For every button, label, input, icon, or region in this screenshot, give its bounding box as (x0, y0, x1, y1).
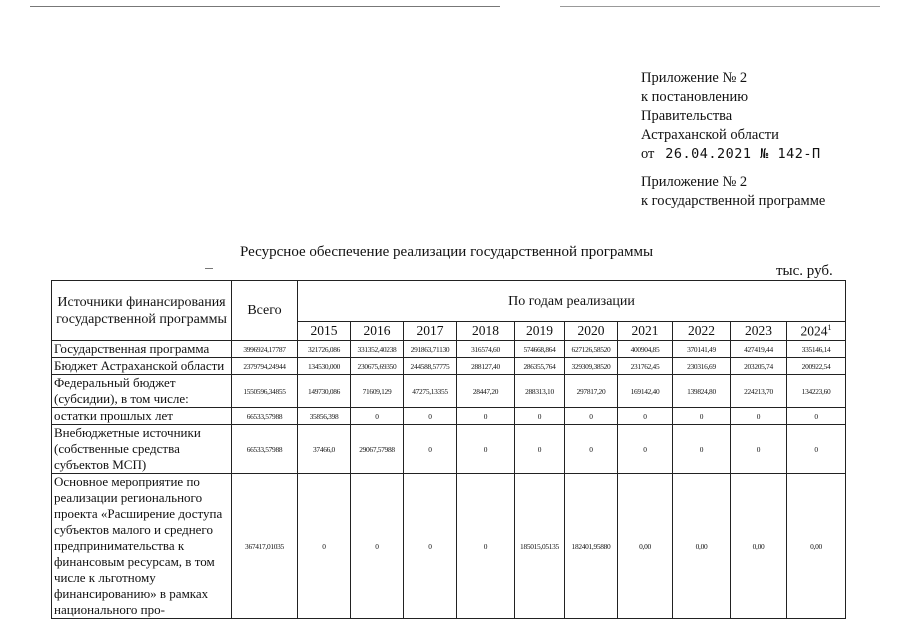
appendix-resolution-block (641, 69, 821, 164)
cell-value-2019: 0 (515, 408, 565, 425)
cell-value-2015: 134530,000 (298, 358, 351, 375)
cell-value-2021: 169142,40 (618, 375, 673, 408)
cell-value-2022: 0 (673, 408, 731, 425)
cell-value-2020: 627126,58520 (565, 341, 618, 358)
resource-table (51, 280, 846, 619)
header-years: По годам реализации (298, 281, 846, 322)
table-row (52, 408, 846, 425)
year-header-2022: 2022 (673, 322, 731, 341)
unit-label: тыс. руб. (776, 263, 833, 279)
cell-value-2022: 0,00 (673, 474, 731, 619)
year-header-2021: 2021 (618, 322, 673, 341)
cell-value-2017: 0 (404, 425, 457, 474)
cell-value-2019: 286355,764 (515, 358, 565, 375)
cell-value-2017: 291863,71130 (404, 341, 457, 358)
cell-value-2024: 200922,54 (787, 358, 846, 375)
year-header-2019: 2019 (515, 322, 565, 341)
cell-value-2015: 321726,086 (298, 341, 351, 358)
table-row (52, 474, 846, 619)
date-number: 26.04.2021 № 142-П (665, 146, 821, 162)
cell-value-2016: 230675,69350 (351, 358, 404, 375)
year-header-2018: 2018 (457, 322, 515, 341)
year-header-2017: 2017 (404, 322, 457, 341)
cell-value-2017: 0 (404, 408, 457, 425)
table-row (52, 375, 846, 408)
cell-value-2016: 0 (351, 474, 404, 619)
row-total: 2379794,24944 (232, 358, 298, 375)
cell-value-2021: 0,00 (618, 474, 673, 619)
cell-value-2016: 29067,57988 (351, 425, 404, 474)
cell-value-2023: 0 (731, 425, 787, 474)
row-total: 66533,57988 (232, 408, 298, 425)
cell-value-2019: 185015,05135 (515, 474, 565, 619)
cell-value-2021: 400904,85 (618, 341, 673, 358)
cell-value-2018: 28447,20 (457, 375, 515, 408)
appendix-line: Приложение № 2 (641, 70, 748, 86)
table-row (52, 341, 846, 358)
cell-value-2020: 0 (565, 425, 618, 474)
footnote-marker: 1 (827, 322, 832, 332)
appendix-line: Приложение № 2 (641, 174, 748, 190)
cell-value-2022: 139824,80 (673, 375, 731, 408)
year-header-2023: 2023 (731, 322, 787, 341)
cell-value-2016: 71609,129 (351, 375, 404, 408)
scan-dash (205, 268, 213, 269)
cell-value-2016: 0 (351, 408, 404, 425)
row-source: Основное мероприятие по реализации регионального проекта «Расширение доступа субъектов малого и среднего предпринимательства к финансовым ресурсам, в том числе к льготному финансированию» в рамках национального про- (52, 474, 232, 619)
top-scan-line (30, 6, 500, 7)
top-scan-line-right (560, 6, 880, 7)
cell-value-2020: 182401,95880 (565, 474, 618, 619)
appendix-program-block (641, 173, 825, 211)
cell-value-2020: 0 (565, 408, 618, 425)
cell-value-2019: 574668,864 (515, 341, 565, 358)
cell-value-2018: 316574,60 (457, 341, 515, 358)
table-row (52, 425, 846, 474)
appendix-line: к государственной программе (641, 193, 826, 209)
cell-value-2024: 134223,60 (787, 375, 846, 408)
cell-value-2023: 0,00 (731, 474, 787, 619)
cell-value-2018: 0 (457, 425, 515, 474)
cell-value-2018: 0 (457, 474, 515, 619)
cell-value-2024: 335146,14 (787, 341, 846, 358)
cell-value-2015: 0 (298, 474, 351, 619)
cell-value-2021: 0 (618, 408, 673, 425)
cell-value-2019: 0 (515, 425, 565, 474)
row-source: остатки прошлых лет (52, 408, 232, 425)
row-total: 66533,57988 (232, 425, 298, 474)
year-header-2015: 2015 (298, 322, 351, 341)
row-source: Бюджет Астраханской области (52, 358, 232, 375)
cell-value-2022: 0 (673, 425, 731, 474)
table-body (52, 341, 846, 619)
cell-value-2022: 370141,49 (673, 341, 731, 358)
cell-value-2021: 231762,45 (618, 358, 673, 375)
cell-value-2015: 37466,0 (298, 425, 351, 474)
header-source: Источники финансирования государственной программы (52, 281, 232, 341)
appendix-date-line (641, 145, 821, 164)
cell-value-2020: 329309,38520 (565, 358, 618, 375)
row-source: Государственная программа (52, 341, 232, 358)
row-total: 367417,01035 (232, 474, 298, 619)
date-prefix: от (641, 146, 655, 162)
cell-value-2021: 0 (618, 425, 673, 474)
row-total: 1550596,34855 (232, 375, 298, 408)
cell-value-2023: 0 (731, 408, 787, 425)
cell-value-2017: 0 (404, 474, 457, 619)
cell-value-2018: 288127,40 (457, 358, 515, 375)
year-header-2016: 2016 (351, 322, 404, 341)
year-header-2020: 2020 (565, 322, 618, 341)
appendix-line: Астраханской области (641, 127, 779, 143)
cell-value-2024: 0 (787, 425, 846, 474)
year-header-2024: 2024$^1$ (787, 322, 846, 341)
cell-value-2024: 0,00 (787, 474, 846, 619)
cell-value-2017: 244588,57775 (404, 358, 457, 375)
cell-value-2019: 288313,10 (515, 375, 565, 408)
header-total: Всего (232, 281, 298, 341)
cell-value-2015: 149730,086 (298, 375, 351, 408)
cell-value-2023: 427419,44 (731, 341, 787, 358)
row-total: 3996924,17787 (232, 341, 298, 358)
cell-value-2020: 297817,20 (565, 375, 618, 408)
cell-value-2015: 35856,398 (298, 408, 351, 425)
cell-value-2022: 230316,69 (673, 358, 731, 375)
cell-value-2017: 47275,13355 (404, 375, 457, 408)
cell-value-2018: 0 (457, 408, 515, 425)
appendix-line: Правительства (641, 108, 733, 124)
cell-value-2023: 224213,70 (731, 375, 787, 408)
document-title: Ресурсное обеспечение реализации государственной программы (240, 244, 654, 260)
appendix-line: к постановлению (641, 89, 749, 105)
cell-value-2016: 331352,40238 (351, 341, 404, 358)
cell-value-2024: 0 (787, 408, 846, 425)
cell-value-2023: 203205,74 (731, 358, 787, 375)
row-source: Внебюджетные источники (собственные средства субъектов МСП) (52, 425, 232, 474)
table-row (52, 358, 846, 375)
row-source: Федеральный бюджет (субсидии), в том числе: (52, 375, 232, 408)
